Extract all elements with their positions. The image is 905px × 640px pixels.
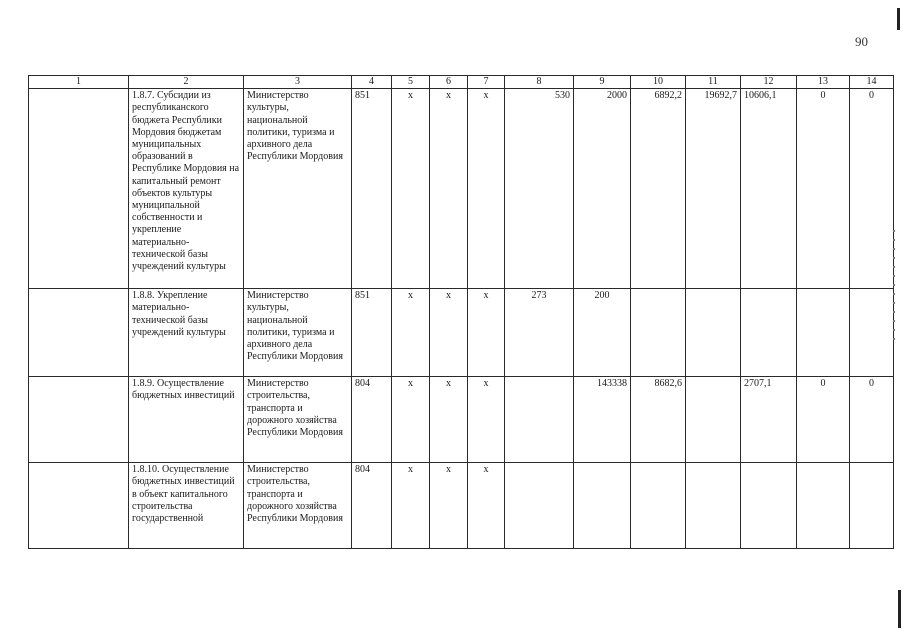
scan-edge-mark — [898, 590, 901, 628]
table-row — [29, 289, 894, 377]
table-cell: 0 — [797, 377, 850, 463]
table-cell — [29, 89, 129, 289]
table-cell: х — [430, 89, 468, 289]
page-number: 90 — [855, 34, 868, 49]
table-cell: 10606,1 — [741, 89, 797, 289]
table-cell — [741, 289, 797, 377]
table-cell: х — [468, 463, 505, 549]
table-cell: 0 — [797, 89, 850, 289]
table-cell — [686, 289, 741, 377]
table-cell: х — [392, 377, 430, 463]
table-cell: 143338 — [574, 377, 631, 463]
header-row — [29, 76, 894, 89]
table-cell — [850, 289, 894, 377]
measure-name-cell: 1.8.8. Укрепление материально-технической базы учреждений культуры — [129, 289, 244, 377]
table-cell: х — [430, 463, 468, 549]
table-cell — [505, 377, 574, 463]
header-col-12: 12 — [741, 76, 797, 89]
header-col-14: 14 — [850, 76, 894, 89]
header-col-2: 2 — [129, 76, 244, 89]
table-cell — [505, 463, 574, 549]
table-cell: 530 — [505, 89, 574, 289]
table-cell: 851 — [352, 89, 392, 289]
table-cell: 2707,1 — [741, 377, 797, 463]
table-cell: 0 — [850, 377, 894, 463]
table-cell: х — [392, 463, 430, 549]
header-col-7: 7 — [468, 76, 505, 89]
agency-cell: Министерство строительства, транспорта и дорожного хозяйства Республики Мордовия — [244, 377, 352, 463]
header-col-3: 3 — [244, 76, 352, 89]
table-cell — [631, 463, 686, 549]
table-cell: 8682,6 — [631, 377, 686, 463]
header-col-11: 11 — [686, 76, 741, 89]
agency-cell: Министерство культуры, национальной политики, туризма и архивного дела Республики Мордовия — [244, 89, 352, 289]
table-cell — [797, 463, 850, 549]
table-cell: х — [430, 377, 468, 463]
budget-table — [28, 75, 894, 549]
table-cell: 2000 — [574, 89, 631, 289]
scan-noise-mark — [893, 230, 895, 340]
table-cell: х — [468, 289, 505, 377]
table-cell: х — [430, 289, 468, 377]
table-cell — [29, 289, 129, 377]
agency-cell: Министерство культуры, национальной политики, туризма и архивного дела Республики Мордовия — [244, 289, 352, 377]
table-cell — [686, 463, 741, 549]
table-body — [29, 89, 894, 549]
table-cell: х — [392, 89, 430, 289]
table-cell — [631, 289, 686, 377]
table-header — [29, 76, 894, 89]
table-cell: 804 — [352, 377, 392, 463]
header-col-5: 5 — [392, 76, 430, 89]
measure-name-cell: 1.8.7. Субсидии из республиканского бюджета Республики Мордовия бюджетам муниципальных образований в Республике Мордовия на капитальный ремонт объектов культуры муниципальной собственности и укрепление материально-технической базы учреждений культуры — [129, 89, 244, 289]
table-cell — [29, 463, 129, 549]
table-cell: 200 — [574, 289, 631, 377]
header-col-1: 1 — [29, 76, 129, 89]
agency-cell: Министерство строительства, транспорта и дорожного хозяйства Республики Мордовия — [244, 463, 352, 549]
table-cell: 804 — [352, 463, 392, 549]
table-cell — [741, 463, 797, 549]
table-cell: 273 — [505, 289, 574, 377]
table-cell: 19692,7 — [686, 89, 741, 289]
table-cell — [686, 377, 741, 463]
header-col-6: 6 — [430, 76, 468, 89]
table-cell: х — [468, 89, 505, 289]
header-col-10: 10 — [631, 76, 686, 89]
header-col-13: 13 — [797, 76, 850, 89]
header-col-4: 4 — [352, 76, 392, 89]
table-cell: 851 — [352, 289, 392, 377]
header-col-9: 9 — [574, 76, 631, 89]
scan-edge-mark — [897, 8, 900, 30]
table-cell: 6892,2 — [631, 89, 686, 289]
table-cell: х — [468, 377, 505, 463]
table-cell — [797, 289, 850, 377]
header-col-8: 8 — [505, 76, 574, 89]
table-row — [29, 463, 894, 549]
table-cell — [29, 377, 129, 463]
table-cell: х — [392, 289, 430, 377]
measure-name-cell: 1.8.10. Осуществление бюджетных инвестиций в объект капитального строительства государственной — [129, 463, 244, 549]
table-row — [29, 377, 894, 463]
table-cell: 0 — [850, 89, 894, 289]
table-row — [29, 89, 894, 289]
table-cell — [850, 463, 894, 549]
measure-name-cell: 1.8.9. Осуществление бюджетных инвестиций — [129, 377, 244, 463]
table-cell — [574, 463, 631, 549]
